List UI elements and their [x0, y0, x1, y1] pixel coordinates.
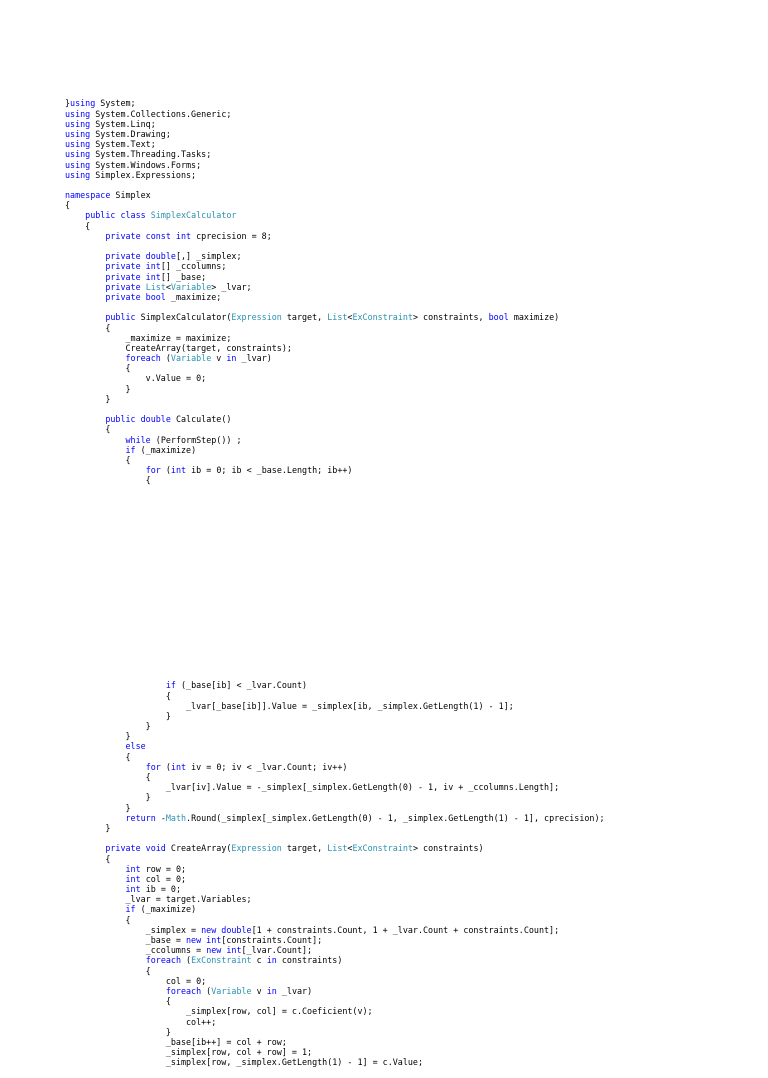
- code-line: [65, 302, 605, 312]
- code-line: [65, 1006, 605, 1016]
- code-text: [65, 813, 126, 823]
- code-text: Simplex: [110, 190, 151, 201]
- code-text: {: [65, 772, 151, 783]
- code-text: {: [65, 914, 131, 925]
- code-line: [65, 843, 605, 853]
- code-type: Variable: [170, 281, 212, 292]
- code-text: (_maximize): [135, 444, 197, 455]
- code-block-top: [65, 98, 605, 485]
- code-text: System.Drawing;: [90, 128, 171, 139]
- code-line: [65, 803, 605, 813]
- code-keyword: int: [170, 465, 187, 476]
- code-text: cprecision = 8;: [191, 230, 272, 241]
- code-line: [65, 752, 605, 762]
- code-line: [65, 445, 605, 455]
- code-keyword: public double: [105, 414, 171, 425]
- code-text: System.Text;: [90, 139, 156, 150]
- code-type: SimplexCalculator: [150, 210, 237, 221]
- code-text: {: [65, 853, 111, 864]
- code-text: > constraints): [412, 843, 484, 854]
- code-listing: [65, 78, 605, 1078]
- code-line: [65, 424, 605, 434]
- code-text: _base[ib++] = col + row;: [65, 1036, 287, 1047]
- code-text: <: [347, 843, 353, 854]
- code-keyword: private int: [105, 271, 161, 282]
- code-text: [65, 272, 105, 282]
- code-text: .Round(_simplex[_simplex.GetLength(0) - 1, _simplex.GetLength(1) - 1], cprecision);: [186, 812, 605, 823]
- code-text: [65, 231, 105, 241]
- code-text: (: [160, 353, 171, 364]
- code-keyword: foreach: [165, 985, 202, 996]
- code-keyword: using: [65, 108, 91, 119]
- code-line: [65, 762, 605, 772]
- code-type: ExConstraint: [352, 312, 413, 323]
- code-line: [65, 813, 605, 823]
- code-text: _ccolumns =: [65, 945, 207, 956]
- code-text: [65, 884, 126, 894]
- code-text: [65, 312, 105, 322]
- code-text: [65, 251, 105, 261]
- code-text: _lvar): [276, 985, 313, 996]
- code-type: Variable: [211, 985, 252, 996]
- code-line: [65, 221, 605, 231]
- code-text: (_base[ib] < _lvar.Count): [175, 680, 308, 691]
- code-text: (PerformStep()) ;: [150, 434, 242, 445]
- code-type: ExConstraint: [352, 843, 413, 854]
- code-text: > constraints,: [412, 312, 489, 323]
- code-text: Calculate(): [170, 414, 232, 425]
- code-keyword: in: [266, 955, 277, 966]
- code-text: (: [160, 465, 171, 476]
- code-text: col = 0;: [65, 975, 207, 986]
- code-block-bottom: [65, 680, 605, 1067]
- code-line: [65, 782, 605, 792]
- code-line: [65, 363, 605, 373]
- code-line: [65, 129, 605, 139]
- code-text: target,: [281, 843, 328, 854]
- code-line: [65, 384, 605, 394]
- code-line: [65, 1037, 605, 1047]
- code-type: Expression: [231, 312, 282, 323]
- code-text: CreateArray(target, constraints);: [65, 342, 292, 353]
- code-text: System;: [95, 98, 136, 109]
- code-text: }: [65, 98, 71, 109]
- code-keyword: in: [226, 353, 237, 364]
- code-text: (_maximize): [135, 904, 197, 915]
- code-text: System.Threading.Tasks;: [90, 149, 212, 160]
- code-keyword: if: [165, 680, 176, 691]
- code-text: <: [347, 312, 353, 323]
- code-line: [65, 864, 605, 874]
- code-keyword: public: [105, 312, 136, 323]
- code-text: [65, 261, 105, 271]
- code-text: [65, 210, 85, 220]
- code-text: [65, 465, 146, 475]
- code-line: [65, 1027, 605, 1037]
- code-text: -: [155, 812, 166, 823]
- code-line: [65, 149, 605, 159]
- code-line: [65, 170, 605, 180]
- code-line: [65, 915, 605, 925]
- code-line: [65, 404, 605, 414]
- code-line: [65, 935, 605, 945]
- code-line: [65, 292, 605, 302]
- code-text: [65, 904, 126, 914]
- code-keyword: using: [70, 98, 96, 109]
- code-line: [65, 373, 605, 383]
- code-text: (: [180, 955, 192, 966]
- code-line: [65, 792, 605, 802]
- code-line: [65, 353, 605, 363]
- code-line: [65, 874, 605, 884]
- code-type: Expression: [231, 843, 282, 854]
- code-line: [65, 894, 605, 904]
- code-keyword: new int: [186, 935, 222, 946]
- code-text: System.Windows.Forms;: [90, 159, 202, 170]
- code-line: [65, 701, 605, 711]
- code-text: }: [65, 721, 151, 732]
- code-text: _maximize;: [165, 291, 222, 302]
- code-keyword: public class: [85, 210, 146, 221]
- code-keyword: foreach: [125, 353, 161, 364]
- code-text: > _lvar;: [211, 281, 252, 292]
- code-text: <: [165, 281, 171, 292]
- code-line: [65, 200, 605, 210]
- code-keyword: if: [125, 904, 136, 915]
- code-line: [65, 854, 605, 864]
- code-text: [65, 843, 105, 853]
- code-keyword: private: [105, 281, 141, 292]
- code-text: [constraints.Count];: [221, 935, 323, 946]
- code-text: SimplexCalculator(: [135, 312, 232, 323]
- code-text: [65, 741, 126, 751]
- code-keyword: private const int: [105, 230, 192, 241]
- code-text: (: [201, 985, 212, 996]
- code-keyword: int: [125, 884, 141, 895]
- code-text: {: [65, 965, 151, 976]
- code-keyword: private void: [105, 843, 166, 854]
- code-line: [65, 1047, 605, 1057]
- code-text: {: [65, 424, 111, 435]
- code-text: _maximize = maximize;: [65, 332, 232, 343]
- code-line: [65, 680, 605, 690]
- code-line: [65, 465, 605, 475]
- code-line: [65, 966, 605, 976]
- code-line: [65, 251, 605, 261]
- code-line: [65, 98, 605, 108]
- code-line: [65, 435, 605, 445]
- code-text: _lvar): [236, 353, 272, 364]
- code-text: ib = 0; ib < _base.Length; ib++): [186, 465, 353, 476]
- code-text: [65, 445, 126, 455]
- code-text: {: [65, 454, 131, 465]
- code-text: }: [65, 792, 151, 803]
- code-line: [65, 976, 605, 986]
- code-text: [65, 762, 146, 772]
- code-text: target,: [281, 312, 328, 323]
- code-keyword: for: [145, 761, 161, 772]
- code-text: }: [65, 1026, 171, 1037]
- code-keyword: if: [125, 444, 136, 455]
- code-text: [65, 292, 105, 302]
- code-text: col++;: [65, 1016, 217, 1027]
- code-text: System.Collections.Generic;: [90, 108, 232, 119]
- code-keyword: using: [65, 118, 91, 129]
- code-text: {: [65, 475, 151, 486]
- code-line: [65, 323, 605, 333]
- code-keyword: using: [65, 139, 91, 150]
- code-text: [65, 353, 126, 363]
- code-text: [65, 874, 126, 884]
- code-keyword: using: [65, 159, 91, 170]
- code-line: [65, 180, 605, 190]
- code-text: maximize): [508, 312, 560, 323]
- code-text: [65, 955, 146, 965]
- code-text: (: [160, 761, 171, 772]
- code-text: c: [251, 955, 267, 966]
- code-text: _lvar[iv].Value = -_simplex[_simplex.GetLength(0) - 1, iv + _ccolumns.Length];: [65, 782, 560, 793]
- code-keyword: using: [65, 128, 91, 139]
- code-text: [65, 282, 105, 292]
- code-keyword: for: [145, 465, 161, 476]
- code-keyword: bool: [488, 312, 509, 323]
- code-keyword: return: [125, 812, 156, 823]
- code-line: [65, 772, 605, 782]
- code-text: _base =: [65, 935, 187, 946]
- code-line: [65, 190, 605, 200]
- code-line: [65, 109, 605, 119]
- code-keyword: using: [65, 149, 91, 160]
- code-line: [65, 691, 605, 701]
- code-line: [65, 731, 605, 741]
- code-text: constraints): [276, 955, 343, 966]
- code-text: }: [65, 393, 111, 404]
- code-line: [65, 823, 605, 833]
- code-text: ib = 0;: [140, 884, 181, 895]
- code-text: [1 + constraints.Count, 1 + _lvar.Count + constraints.Count];: [251, 924, 560, 935]
- code-text: [] _base;: [160, 271, 207, 282]
- code-line: [65, 945, 605, 955]
- code-type: Math: [165, 812, 187, 823]
- code-line: [65, 282, 605, 292]
- code-text: _simplex[row, col] = c.Coeficient(v);: [65, 1006, 373, 1017]
- code-line: [65, 741, 605, 751]
- code-line: [65, 241, 605, 251]
- code-text: }: [65, 710, 171, 721]
- code-line: [65, 1057, 605, 1067]
- code-line: [65, 261, 605, 271]
- code-keyword: private double: [105, 251, 176, 262]
- blank-gap: [65, 506, 605, 660]
- code-text: {: [65, 200, 71, 211]
- code-line: [65, 955, 605, 965]
- code-keyword: else: [125, 741, 146, 752]
- code-text: {: [65, 322, 111, 333]
- code-line: [65, 475, 605, 485]
- code-keyword: new double: [201, 924, 252, 935]
- code-line: [65, 312, 605, 322]
- code-text: [65, 864, 126, 874]
- code-text: _simplex[row, col + row] = 1;: [65, 1047, 313, 1058]
- code-text: row = 0;: [140, 863, 187, 874]
- code-line: [65, 925, 605, 935]
- code-line: [65, 884, 605, 894]
- code-keyword: foreach: [145, 955, 181, 966]
- code-line: [65, 119, 605, 129]
- code-text: {: [65, 363, 131, 374]
- code-keyword: new int: [206, 945, 242, 956]
- code-keyword: int: [125, 873, 141, 884]
- code-text: _lvar[_base[ib]].Value = _simplex[ib, _simplex.GetLength(1) - 1];: [65, 700, 514, 711]
- code-line: [65, 343, 605, 353]
- code-line: [65, 272, 605, 282]
- code-text: {: [65, 996, 171, 1007]
- code-keyword: namespace: [65, 190, 111, 201]
- code-line: [65, 139, 605, 149]
- code-keyword: int: [170, 761, 187, 772]
- code-line: [65, 833, 605, 843]
- code-keyword: private bool: [105, 291, 166, 302]
- code-text: _simplex[row, _simplex.GetLength(1) - 1] = c.Value;: [65, 1057, 423, 1068]
- code-text: [65, 680, 166, 690]
- code-line: [65, 160, 605, 170]
- code-line: [65, 1017, 605, 1027]
- code-line: [65, 414, 605, 424]
- code-text: [65, 986, 166, 996]
- code-line: [65, 996, 605, 1006]
- code-text: _simplex =: [65, 924, 202, 935]
- code-text: }: [65, 822, 111, 833]
- code-keyword: int: [125, 863, 141, 874]
- code-text: v: [251, 985, 267, 996]
- code-text: [,] _simplex;: [175, 251, 242, 262]
- code-text: {: [65, 220, 91, 231]
- code-text: v.Value = 0;: [65, 373, 207, 384]
- code-text: [] _ccolumns;: [160, 261, 227, 272]
- code-text: {: [65, 751, 131, 762]
- code-line: [65, 721, 605, 731]
- code-text: System.Linq;: [90, 118, 156, 129]
- code-line: [65, 711, 605, 721]
- code-keyword: using: [65, 169, 91, 180]
- code-line: [65, 394, 605, 404]
- code-keyword: private int: [105, 261, 161, 272]
- code-line: [65, 455, 605, 465]
- code-text: [_lvar.Count];: [241, 945, 313, 956]
- code-text: }: [65, 731, 131, 742]
- code-text: Simplex.Expressions;: [90, 169, 197, 180]
- code-text: [65, 414, 105, 424]
- code-type: List: [327, 843, 348, 854]
- code-type: Variable: [170, 353, 212, 364]
- code-text: [65, 435, 126, 445]
- code-text: col = 0;: [140, 873, 187, 884]
- code-line: [65, 986, 605, 996]
- code-text: _lvar = target.Variables;: [65, 894, 252, 905]
- code-text: v: [211, 353, 227, 364]
- code-text: iv = 0; iv < _lvar.Count; iv++): [186, 761, 348, 772]
- code-type: List: [327, 312, 348, 323]
- code-line: [65, 231, 605, 241]
- code-text: }: [65, 383, 131, 394]
- code-line: [65, 210, 605, 220]
- code-text: {: [65, 690, 171, 701]
- code-line: [65, 904, 605, 914]
- code-keyword: while: [125, 434, 151, 445]
- code-type: ExConstraint: [191, 955, 252, 966]
- code-line: [65, 333, 605, 343]
- code-keyword: in: [266, 985, 277, 996]
- code-text: }: [65, 802, 131, 813]
- code-text: CreateArray(: [165, 843, 232, 854]
- code-type: List: [145, 281, 166, 292]
